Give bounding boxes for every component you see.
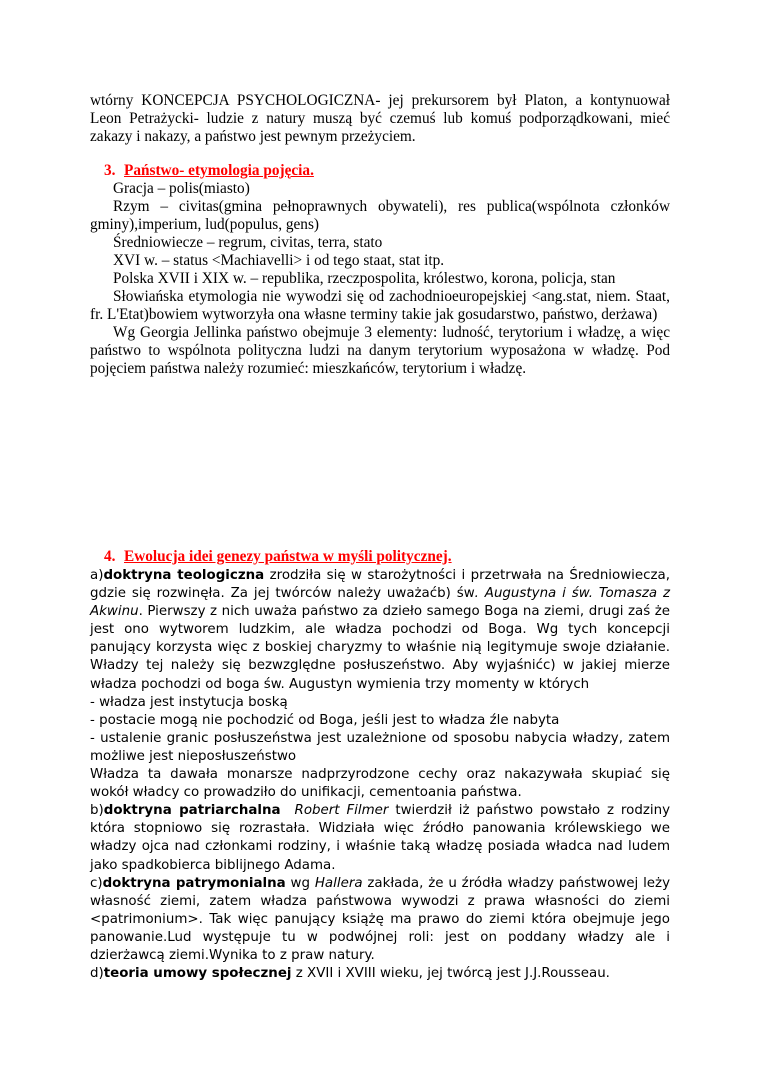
doctrine-c-term: doktryna patrymonialna xyxy=(102,875,286,891)
intro-text: wtórny KONCEPCJA PSYCHOLOGICZNA- jej prekursorem był Platon, a kontynuował Leon Petrażycki- ludzie z natury muszą być czemuś lub komuś podporządkowani, mieć zakazy i nakazy, a państwo jest pewnym przeżyciem. xyxy=(90,92,670,145)
doctrine-a-text1: zrodziła się w starożytności i przetrwała na Średniowiecza, gdzie się rozwinęła. Za jej twórców należy uważaćb) św xyxy=(90,568,670,602)
doctrine-a-text2: . Pierwszy z nich uważa państwo za dzieło samego Boga na ziemi, drugi zaś że jest ono wytworem ludzkim, ale władza pochodzi od Boga. Wg tych koncepcji panujący korzysta więc z boskiej charyzmy to właśnie nią legitymuje swoje działanie. Władzy tej należy się bezwzględne posłuszeństwo. Aby wyjaśnićc) w jakiej mierze władza pochodzi od boga św. Augustyn wymienia trzy momenty w których xyxy=(90,604,670,692)
doctrine-a xyxy=(90,567,670,694)
section-3-number: 3. xyxy=(104,162,116,179)
etymology-line: Średniowiecze – regrum, civitas, terra, stato xyxy=(113,234,383,251)
bullet-item: - ustalenie granic posłuszeństwa jest uzależnione od sposobu nabycia władzy, zatem możliwe jest nieposłuszeństwo xyxy=(90,730,670,764)
section-4-body xyxy=(90,567,670,983)
doctrine-b-author: Robert Filmer xyxy=(294,803,389,819)
doctrine-d-text: z XVII i XVIII wieku, jej twórcą jest J.J.Rousseau. xyxy=(291,966,610,982)
doctrine-b-term: doktryna patriarchalna xyxy=(103,803,281,819)
intro-paragraph xyxy=(90,92,670,146)
doctrine-c-wg: wg xyxy=(285,875,315,891)
section-3-title: Państwo- etymologia pojęcia. xyxy=(124,162,314,179)
bullet-item: - władza jest instytucja boską xyxy=(90,694,288,710)
doctrine-c-author: Hallera xyxy=(314,875,363,891)
doctrine-a-letter: a) xyxy=(90,568,104,583)
section-4-heading xyxy=(104,548,664,566)
doctrine-c xyxy=(90,875,670,965)
doctrine-a-closing: Władza ta dawała monarsze nadprzyrodzone cechy oraz nakazywała skupiać się wokół władcy co prowadziło do unifikacji, cementoania państwa. xyxy=(90,767,670,801)
section-4-title: Ewolucja idei genezy państwa w myśli politycznej. xyxy=(124,548,452,565)
etymology-line: XVI w. – status <Machiavelli> i od tego staat, stat itp. xyxy=(113,252,445,269)
bullet-item: - postacie mogą nie pochodzić od Boga, jeśli jest to władza źle nabyta xyxy=(90,712,560,728)
doctrine-a-term: doktryna teologiczna xyxy=(103,568,265,583)
section-3-heading xyxy=(104,162,664,180)
section-3-body xyxy=(90,180,670,378)
doctrine-a-names: . Augustyna i św. Tomasza z Akwinu xyxy=(90,586,670,620)
etymology-line: Polska XVII i XIX w. – republika, rzeczpospolita, królestwo, korona, policja, stan xyxy=(113,270,616,287)
doctrine-d xyxy=(90,965,670,983)
doctrine-b xyxy=(90,802,670,874)
etymology-line: Słowiańska etymologia nie wywodzi się od zachodnioeuropejskiej <ang.stat, niem. Staat, fr. L'Etat)bowiem wytworzyła ona własne terminy takie jak gosudarstwo, państwo, derżawa) xyxy=(90,288,670,323)
section-4-number: 4. xyxy=(104,548,116,565)
doctrine-c-text: zakłada, że u źródła władzy państwowej leży własność ziemi, zatem władza państwowa wywodzi z prawa własności do ziemi <patrimonium>. Tak więc panujący książę ma prawo do ziemi która obejmuje jego panowanie.Lud występuje tu w podwójnej roli: jest on poddany władzy ale i dzierżawcą ziemi.Wynika to z praw natury. xyxy=(90,875,670,963)
etymology-line: Rzym – civitas(gmina pełnoprawnych obywateli), res publica(wspólnota członków gminy),imperium, lud(populus, gens) xyxy=(90,198,670,233)
doctrine-d-letter: d) xyxy=(90,966,104,982)
doctrine-d-term: teoria umowy społecznej xyxy=(103,966,292,982)
doctrine-c-letter: c) xyxy=(90,875,103,891)
doctrine-b-text: twierdził iż państwo powstało z rodziny która stopniowo się rozrastała. Widziała więc źródło panowania królewskiego we władzy ojca nad członkami rodziny, i właśnie taką władzę posiada władca nad ludem jako spadkobierca biblijnego Adama. xyxy=(90,803,671,873)
doctrine-b-letter: b) xyxy=(90,803,104,819)
jellinek-paragraph: Wg Georgia Jellinka państwo obejmuje 3 elementy: ludność, terytorium i władzę, a więc państwo to wspólnota polityczna ludzi na danym terytorium wyposażona w władzę. Pod pojęciem państwa należy rozumieć: mieszkańców, terytorium i władzę. xyxy=(90,324,670,377)
etymology-line: Gracja – polis(miasto) xyxy=(113,180,250,197)
